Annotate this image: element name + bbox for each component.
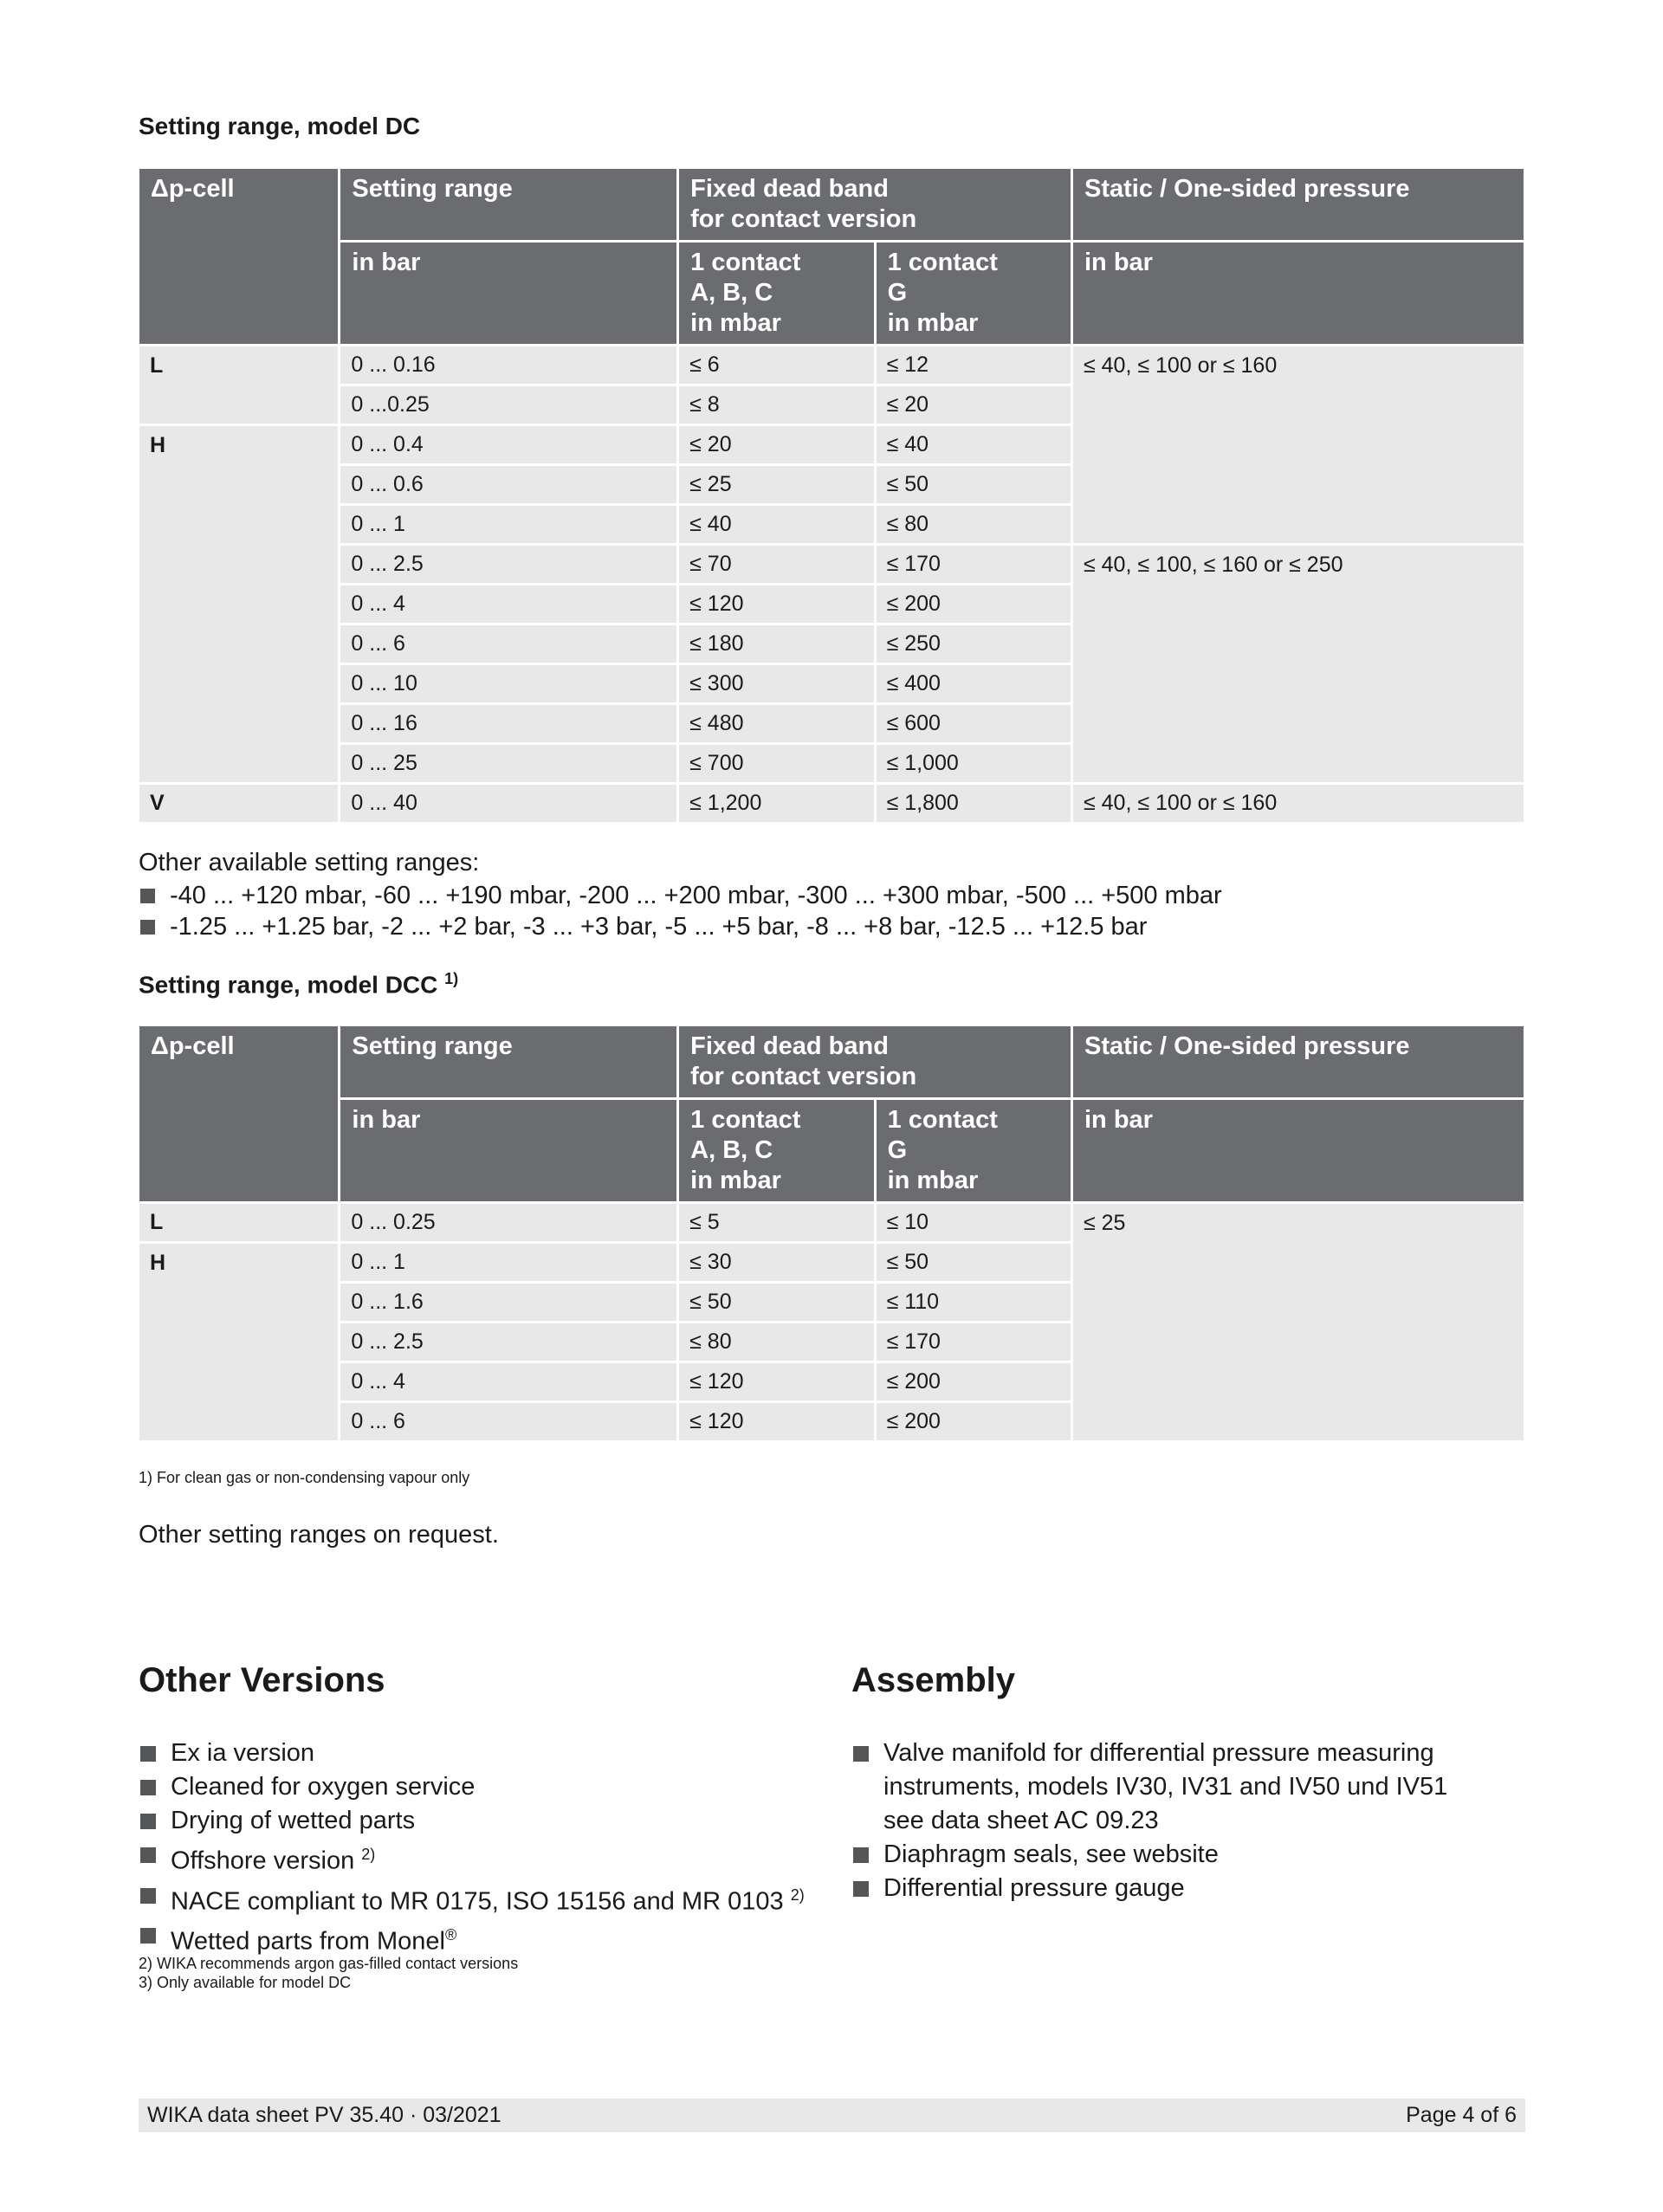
dp-cell-label: H (139, 1244, 338, 1440)
setting-range-cell: 0 ... 4 (340, 1363, 676, 1400)
table-row (139, 785, 1524, 822)
page-footer (139, 2099, 1525, 2132)
header-static-unit: in bar (1073, 243, 1524, 344)
deadband-g-cell: ≤ 110 (877, 1284, 1071, 1321)
deadband-g-cell: ≤ 200 (877, 1363, 1071, 1400)
deadband-g-cell: ≤ 12 (877, 346, 1071, 384)
header-setting-range: Setting range (340, 169, 676, 240)
deadband-abc-cell: ≤ 25 (679, 466, 873, 503)
deadband-g-cell: ≤ 600 (877, 705, 1071, 742)
setting-range-cell: 0 ... 1 (340, 506, 676, 543)
header-dp-cell: Δp-cell (139, 1026, 338, 1201)
list-item (139, 1737, 823, 1770)
setting-range-cell: 0 ... 0.6 (340, 466, 676, 503)
deadband-g-cell: ≤ 200 (877, 585, 1071, 623)
header-setting-range: Setting range (340, 1026, 676, 1097)
deadband-g-cell: ≤ 40 (877, 426, 1071, 463)
deadband-abc-cell: ≤ 20 (679, 426, 873, 463)
setting-range-cell: 0 ... 0.4 (340, 426, 676, 463)
dcc-setting-range-table (137, 1024, 1526, 1443)
footnote-ref: 2) (361, 1846, 376, 1863)
header-range-unit: in bar (340, 1100, 676, 1201)
header-contact-abc: 1 contact A, B, C in mbar (679, 1100, 873, 1201)
header-static-pressure: Static / One-sided pressure (1073, 1026, 1524, 1097)
static-pressure-cell: ≤ 40, ≤ 100, ≤ 160 or ≤ 250 (1073, 546, 1524, 782)
deadband-abc-cell: ≤ 40 (679, 506, 873, 543)
setting-range-cell: 0 ... 0.16 (340, 346, 676, 384)
list-item (139, 1804, 823, 1838)
deadband-g-cell: ≤ 20 (877, 386, 1071, 424)
header-static-pressure: Static / One-sided pressure (1073, 169, 1524, 240)
header-static-unit: in bar (1073, 1100, 1524, 1201)
deadband-g-cell: ≤ 250 (877, 625, 1071, 663)
footer-page-number: Page 4 of 6 (1406, 2103, 1517, 2127)
item-text: Cleaned for oxygen service (171, 1773, 476, 1801)
list-item: -1.25 ... +1.25 bar, -2 ... +2 bar, -3 ... +3 bar, -5 ... +5 bar, -8 ... +8 bar, -12.5 ... +12.5 bar (139, 911, 1222, 942)
registered-mark: ® (444, 1926, 457, 1944)
other-versions-list (139, 1737, 823, 1959)
deadband-abc-cell: ≤ 8 (679, 386, 873, 424)
table-row (139, 546, 1524, 583)
header-dead-band: Fixed dead band for contact version (679, 1026, 1071, 1097)
dp-cell-label: H (139, 426, 338, 782)
item-text: Ex ia version (171, 1739, 315, 1767)
other-versions-heading: Other Versions (139, 1661, 385, 1699)
table-row (139, 1204, 1524, 1241)
setting-range-cell: 0 ... 2.5 (340, 546, 676, 583)
deadband-g-cell: ≤ 1,000 (877, 745, 1071, 782)
setting-range-cell: 0 ...0.25 (340, 386, 676, 424)
footnote-2: 2) WIKA recommends argon gas-filled contact versions (139, 1955, 519, 1972)
deadband-abc-cell: ≤ 700 (679, 745, 873, 782)
deadband-g-cell: ≤ 50 (877, 466, 1071, 503)
assembly-heading: Assembly (851, 1661, 1015, 1699)
dp-cell-label: V (139, 785, 338, 822)
other-ranges-intro: Other available setting ranges: (139, 849, 480, 876)
dp-cell-label: L (139, 1204, 338, 1241)
setting-range-cell: 0 ... 1 (340, 1244, 676, 1281)
setting-range-cell: 0 ... 4 (340, 585, 676, 623)
deadband-abc-cell: ≤ 120 (679, 1363, 873, 1400)
other-ranges-list (139, 880, 1222, 942)
setting-range-cell: 0 ... 0.25 (340, 1204, 676, 1241)
item-text: NACE compliant to MR 0175, ISO 15156 and MR 0103 (171, 1887, 791, 1916)
other-ranges-on-request: Other setting ranges on request. (139, 1521, 499, 1549)
deadband-abc-cell: ≤ 80 (679, 1323, 873, 1361)
deadband-abc-cell: ≤ 180 (679, 625, 873, 663)
item-text: Wetted parts from Monel (171, 1927, 445, 1956)
assembly-list (851, 1737, 1458, 1905)
static-pressure-cell: ≤ 40, ≤ 100 or ≤ 160 (1073, 785, 1524, 822)
footnote-ref: 2) (790, 1885, 805, 1904)
static-pressure-cell: ≤ 40, ≤ 100 or ≤ 160 (1073, 346, 1524, 543)
header-dp-cell: Δp-cell (139, 169, 338, 344)
deadband-g-cell: ≤ 200 (877, 1403, 1071, 1440)
deadband-g-cell: ≤ 400 (877, 665, 1071, 702)
static-pressure-cell: ≤ 25 (1073, 1204, 1524, 1440)
dcc-section-title (139, 970, 458, 999)
table-row (139, 346, 1524, 384)
dc-setting-range-table (137, 166, 1526, 825)
list-item: Differential pressure gauge (851, 1872, 1458, 1905)
item-text: Offshore version (171, 1847, 362, 1875)
header-dead-band: Fixed dead band for contact version (679, 169, 1071, 240)
deadband-g-cell: ≤ 1,800 (877, 785, 1071, 822)
deadband-abc-cell: ≤ 5 (679, 1204, 873, 1241)
deadband-abc-cell: ≤ 30 (679, 1244, 873, 1281)
list-item: -40 ... +120 mbar, -60 ... +190 mbar, -200 ... +200 mbar, -300 ... +300 mbar, -500 ... +500 mbar (139, 880, 1222, 911)
other-versions-footnotes (139, 1954, 518, 1992)
deadband-g-cell: ≤ 170 (877, 1323, 1071, 1361)
setting-range-cell: 0 ... 6 (340, 625, 676, 663)
deadband-g-cell: ≤ 50 (877, 1244, 1071, 1281)
footnote-3: 3) Only available for model DC (139, 1974, 352, 1991)
setting-range-cell: 0 ... 2.5 (340, 1323, 676, 1361)
footnote-1: 1) For clean gas or non-condensing vapour only (139, 1469, 470, 1486)
setting-range-cell: 0 ... 25 (340, 745, 676, 782)
list-item (139, 1879, 823, 1919)
deadband-g-cell: ≤ 10 (877, 1204, 1071, 1241)
header-contact-abc: 1 contact A, B, C in mbar (679, 243, 873, 344)
deadband-abc-cell: ≤ 70 (679, 546, 873, 583)
deadband-abc-cell: ≤ 300 (679, 665, 873, 702)
setting-range-cell: 0 ... 40 (340, 785, 676, 822)
footnote-ref: 1) (444, 970, 459, 987)
setting-range-cell: 0 ... 1.6 (340, 1284, 676, 1321)
deadband-abc-cell: ≤ 6 (679, 346, 873, 384)
header-range-unit: in bar (340, 243, 676, 344)
list-item: Diaphragm seals, see website (851, 1838, 1458, 1872)
item-text: Drying of wetted parts (171, 1807, 416, 1834)
deadband-abc-cell: ≤ 50 (679, 1284, 873, 1321)
setting-range-cell: 0 ... 6 (340, 1403, 676, 1440)
deadband-g-cell: ≤ 170 (877, 546, 1071, 583)
deadband-g-cell: ≤ 80 (877, 506, 1071, 543)
dcc-title-text: Setting range, model DCC (139, 971, 438, 999)
list-item (139, 1918, 823, 1959)
dp-cell-label: L (139, 346, 338, 424)
deadband-abc-cell: ≤ 480 (679, 705, 873, 742)
list-item: Valve manifold for differential pressure measuring instruments, models IV30, IV31 and IV50 und IV51 see data sheet AC 09.23 (851, 1737, 1458, 1838)
setting-range-cell: 0 ... 16 (340, 705, 676, 742)
list-item (139, 1770, 823, 1804)
setting-range-cell: 0 ... 10 (340, 665, 676, 702)
deadband-abc-cell: ≤ 120 (679, 585, 873, 623)
footer-datasheet: WIKA data sheet PV 35.40 · 03/2021 (147, 2103, 501, 2127)
deadband-abc-cell: ≤ 1,200 (679, 785, 873, 822)
header-contact-g: 1 contact G in mbar (877, 243, 1071, 344)
header-contact-g: 1 contact G in mbar (877, 1100, 1071, 1201)
dc-section-title: Setting range, model DC (139, 113, 421, 139)
deadband-abc-cell: ≤ 120 (679, 1403, 873, 1440)
list-item (139, 1838, 823, 1879)
